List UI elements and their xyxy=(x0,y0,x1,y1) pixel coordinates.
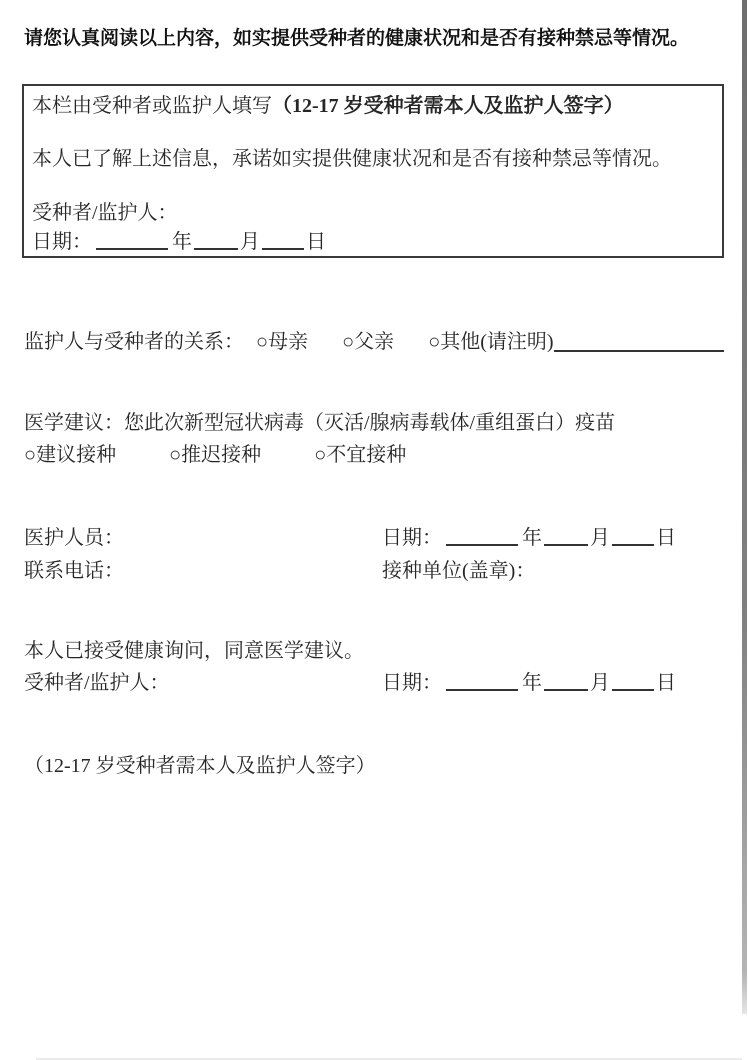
radio-option-unsuitable: ○不宜接种 xyxy=(314,444,407,466)
year-blank xyxy=(446,530,518,546)
medical-advice-options xyxy=(24,443,454,467)
radio-option-postpone: ○推迟接种 xyxy=(169,444,262,466)
year-blank xyxy=(96,234,168,250)
consent-date-line xyxy=(382,671,676,695)
date-label: 日期： xyxy=(382,672,442,694)
relationship-row xyxy=(24,330,724,354)
year-label: 年 xyxy=(522,527,542,549)
month-blank xyxy=(194,234,238,250)
relationship-label: 监护人与受种者的关系： xyxy=(24,331,244,353)
consent-signer-label: 受种者/监护人： xyxy=(24,672,170,694)
scan-edge-shadow xyxy=(742,0,747,1014)
year-blank xyxy=(446,675,518,691)
month-label: 月 xyxy=(240,231,260,253)
box-header-bold: （12-17 岁受种者需本人及监护人签字） xyxy=(272,95,624,117)
signature-footnote: （12-17 岁受种者需本人及监护人签字） xyxy=(24,755,376,777)
unit-stamp-label: 接种单位(盖章)： xyxy=(382,560,536,582)
box-signer-label: 受种者/监护人： xyxy=(32,202,178,224)
month-label: 月 xyxy=(590,672,610,694)
page-title: 请您认真阅读以上内容，如实提供受种者的健康状况和是否有接种禁忌等情况。 xyxy=(24,28,690,49)
day-label: 日 xyxy=(656,672,676,694)
relationship-other-blank xyxy=(554,332,724,352)
day-label: 日 xyxy=(306,231,326,253)
day-label: 日 xyxy=(656,527,676,549)
radio-option-mother: ○母亲 xyxy=(256,331,309,353)
month-label: 月 xyxy=(590,527,610,549)
month-blank xyxy=(544,530,588,546)
day-blank xyxy=(612,675,654,691)
consent-statement: 本人已接受健康询问，同意医学建议。 xyxy=(24,640,364,662)
staff-date-line xyxy=(382,526,676,550)
radio-option-recommend: ○建议接种 xyxy=(24,444,117,466)
phone-label: 联系电话： xyxy=(24,560,124,582)
date-label: 日期： xyxy=(382,527,442,549)
date-label: 日期： xyxy=(32,231,92,253)
signature-box xyxy=(22,84,724,258)
year-label: 年 xyxy=(172,231,192,253)
staff-label: 医护人员： xyxy=(24,527,124,549)
medical-advice-line: 医学建议：您此次新型冠状病毒（灭活/腺病毒载体/重组蛋白）疫苗 xyxy=(24,412,616,434)
signature-box-statement: 本人已了解上述信息，承诺如实提供健康状况和是否有接种禁忌等情况。 xyxy=(32,148,672,170)
radio-option-father: ○父亲 xyxy=(342,331,395,353)
radio-option-other: ○其他(请注明) xyxy=(428,331,554,353)
day-blank xyxy=(262,234,304,250)
year-label: 年 xyxy=(522,672,542,694)
box-date-line xyxy=(32,230,326,254)
day-blank xyxy=(612,530,654,546)
box-header-regular: 本栏由受种者或监护人填写 xyxy=(32,95,272,117)
signature-box-header xyxy=(32,94,624,118)
month-blank xyxy=(544,675,588,691)
